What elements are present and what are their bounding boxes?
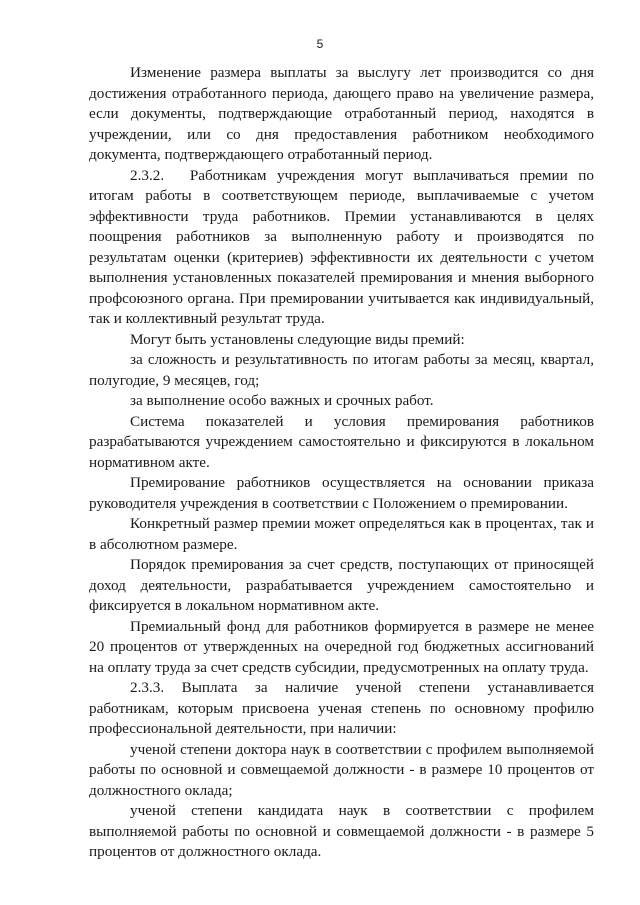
paragraph-bonus-types-intro: Могут быть установлены следующие виды премий: [130,330,465,348]
paragraph-bonus-amount: Конкретный размер премии может определяться как в процентах, так и в абсолютном размере. [89,515,594,553]
paragraph-bonus-income-procedure: Порядок премирования за счет средств, поступающих от приносящей доход деятельности, разрабатывается учреждением самостоятельно и фиксируется в локальном нормативном акте. [89,556,594,614]
paragraph-bonus-system: Система показателей и условия премирования работников разрабатываются учреждением самостоятельно и фиксируются в локальном нормативном акте. [89,412,594,471]
paragraph-2-3-2-bonuses: 2.3.2. Работникам учреждения могут выплачиваться премии по итогам работы в соответствующем периоде, выплачиваемые с учетом эффективности труда работников. Премии устанавливаются в целях поощрения работников за выполненную работу и производятся по результатам оценки (критериев) эффективности их деятельности с учетом выполнения установленных показателей премирования и мнения выборного профсоюзного органа. При премировании учитывается как индивидуальный, так и коллективный результат труда. [89,166,594,327]
document-body [89,63,594,863]
paragraph-2-3-3-academic-degree: 2.3.3. Выплата за наличие ученой степени устанавливается работникам, которым присвоена ученая степень по основному профилю профессиональной деятельности, при наличии: [89,679,594,737]
paragraph-bonus-complexity: за сложность и результативность по итогам работы за месяц, квартал, полугодие, 9 месяцев, год; [89,351,594,389]
paragraph-bonus-fund: Премиальный фонд для работников формируется в размере не менее 20 процентов от утвержденных на очередной год бюджетных ассигнований на оплату труда за счет средств субсидии, предусмотренных на оплату труда. [89,617,594,676]
paragraph-seniority-change: Изменение размера выплаты за выслугу лет производится со дня достижения отработанного периода, дающего право на увеличение размера, если документы, подтверждающие отработанный период, находятся в учреждении, или со дня предоставления работником необходимого документа, подтверждающего отработанный период. [89,64,594,163]
paragraph-candidate-degree: ученой степени кандидата наук в соответствии с профилем выполняемой работы по основной и совмещаемой должности - в размере 5 процентов от должностного оклада. [89,802,594,860]
paragraph-doctor-degree: ученой степени доктора наук в соответствии с профилем выполняемой работы по основной и совмещаемой должности - в размере 10 процентов от должностного оклада; [89,740,594,799]
paragraph-bonus-order: Премирование работников осуществляется на основании приказа руководителя учреждения в соответствии с Положением о премировании. [89,474,594,512]
paragraph-bonus-urgent-work: за выполнение особо важных и срочных работ. [130,392,434,409]
page-number: 5 [316,37,324,51]
